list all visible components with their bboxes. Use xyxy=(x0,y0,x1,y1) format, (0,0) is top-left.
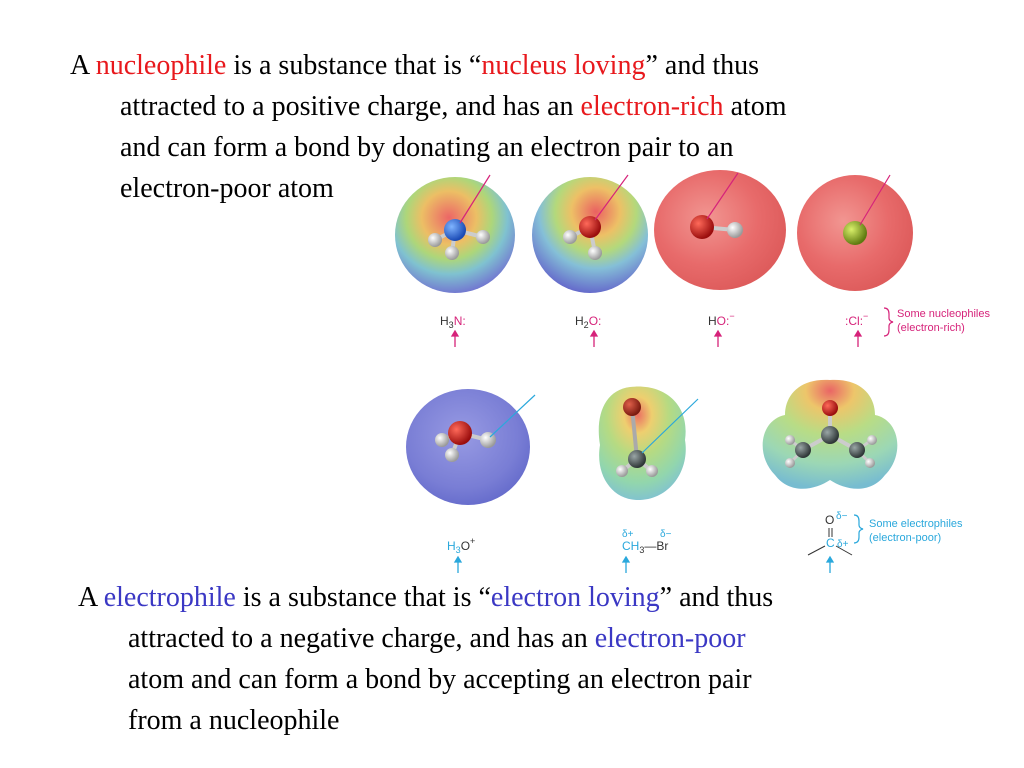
nucleophile-label-2: (electron-rich) xyxy=(897,322,965,334)
nucleophile-up-arrows xyxy=(452,331,861,347)
electrophile-term: electrophile xyxy=(103,582,236,613)
carbonyl-delta-minus: δ− xyxy=(836,511,848,522)
electrophile-line-1 xyxy=(78,577,773,618)
nucleophile-term: nucleophile xyxy=(95,50,227,81)
hydroxide-potential-map xyxy=(654,170,786,290)
electrophile-line-4: from a nucleophile xyxy=(128,705,340,736)
methyl-bromide-formula: $CH_3—Br$ xyxy=(622,539,669,555)
carbonyl-carbon: C xyxy=(826,536,835,550)
water-potential-map xyxy=(532,175,648,293)
text-span: ” and thus xyxy=(659,582,774,613)
text-span: A xyxy=(70,50,96,81)
text-span: ” and thus xyxy=(645,50,759,81)
electrophile-up-arrows xyxy=(455,557,833,573)
nucleophile-brace xyxy=(884,308,893,336)
ammonia-potential-map xyxy=(395,175,515,293)
nucleophile-line-3: and can form a bond by donating an electron pair to an xyxy=(120,132,734,163)
carbonyl-potential-map xyxy=(763,380,898,489)
electrophile-label-2: (electron-poor) xyxy=(869,532,942,544)
text-span: attracted to a negative charge, and has an xyxy=(128,623,595,654)
text-span: is a substance that is “ xyxy=(235,582,491,613)
text-span: is a substance that is “ xyxy=(226,50,482,81)
electrophile-line-2 xyxy=(78,618,773,659)
text-span: atom xyxy=(723,91,787,122)
hydronium-potential-map xyxy=(406,389,535,505)
electrophile-label-1: Some electrophiles xyxy=(869,518,963,530)
ammonia-formula: $H_3N$: xyxy=(440,314,466,330)
hydronium-formula: $H_3O^+$ xyxy=(447,536,476,555)
water-formula: $H_2O$: xyxy=(575,314,602,330)
electron-loving-phrase: electron loving xyxy=(490,582,660,613)
electrophile-definition xyxy=(78,577,773,741)
methyl-bromide-potential-map xyxy=(599,387,698,500)
hydroxide-formula: HO:− xyxy=(708,311,735,328)
methyl-bromide-delta-plus: δ+ xyxy=(622,529,634,540)
electrophile-line-3: atom and can form a bond by accepting an electron pair xyxy=(128,664,752,695)
methyl-bromide-delta-minus: δ− xyxy=(660,529,672,540)
text-span: attracted to a positive charge, and has an xyxy=(120,91,581,122)
carbonyl-oxygen: O xyxy=(825,513,835,527)
electron-rich-term: electron-rich xyxy=(580,91,724,122)
nucleophile-line-2 xyxy=(70,86,787,127)
chloride-formula: :Cl:− xyxy=(845,311,869,328)
carbonyl-delta-plus: δ+ xyxy=(837,539,849,550)
electron-poor-term: electron-poor xyxy=(594,623,746,654)
text-span: A xyxy=(78,582,104,613)
chloride-potential-map xyxy=(797,175,913,291)
nucleophile-label-1: Some nucleophiles xyxy=(897,308,990,320)
nucleophile-line-1 xyxy=(70,45,787,86)
electrostatic-potential-figure xyxy=(390,165,1020,580)
nucleus-loving-phrase: nucleus loving xyxy=(481,50,646,81)
electrophile-brace xyxy=(854,515,863,543)
nucleophile-line-4: electron-poor atom xyxy=(120,173,334,204)
